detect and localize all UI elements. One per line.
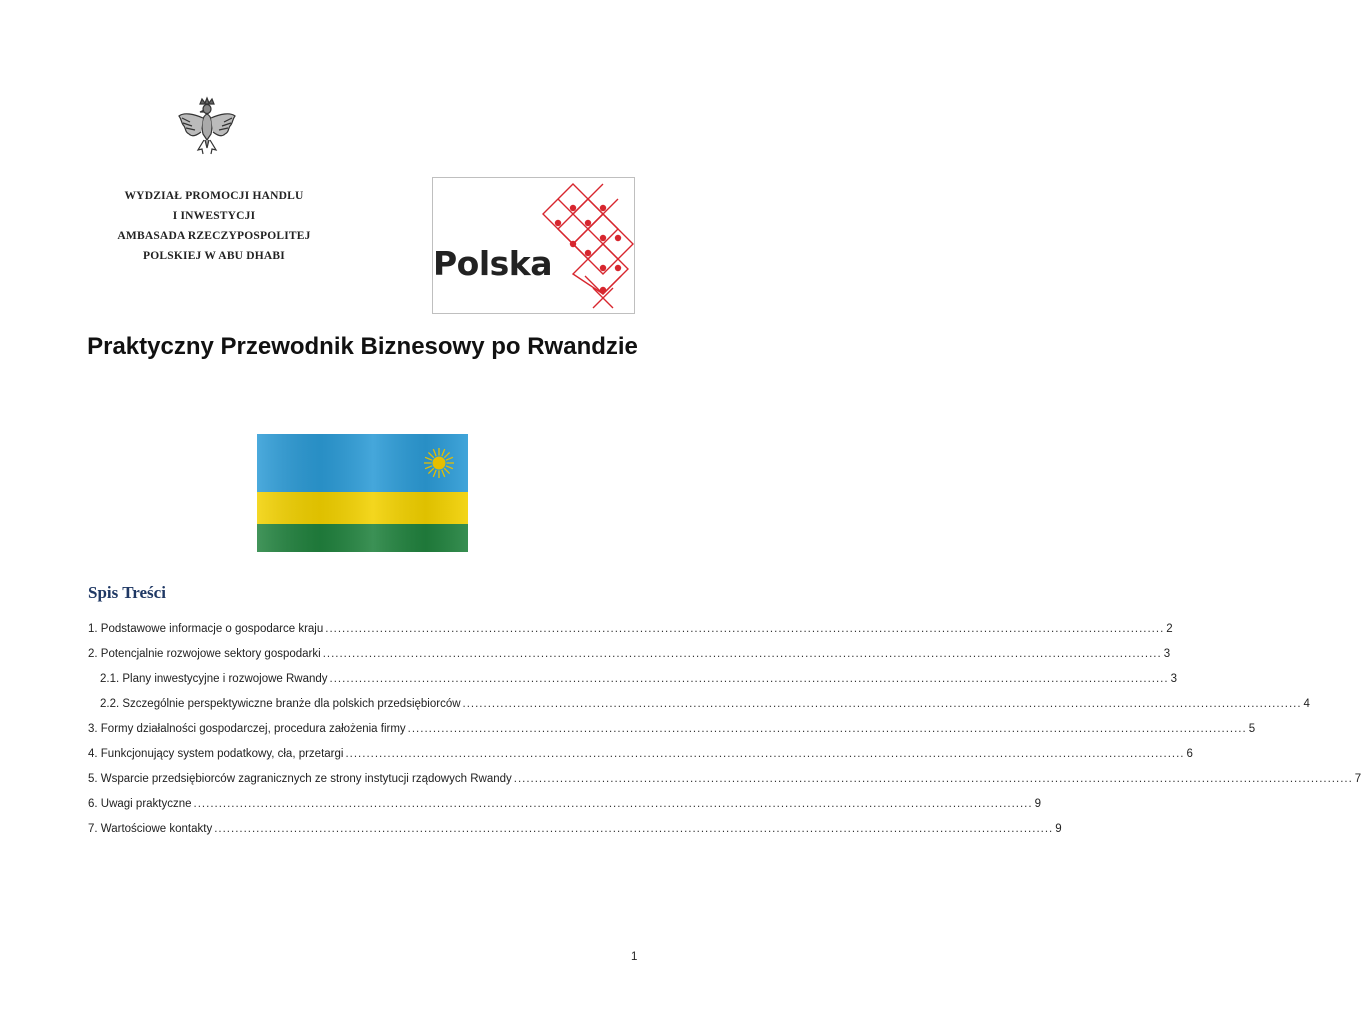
toc-leader: ........................................................................................................................................................................................................	[325, 623, 1165, 635]
toc-entry[interactable]	[88, 621, 1173, 637]
ministry-line: POLSKIEJ W ABU DHABI	[143, 250, 285, 262]
toc-leader: ........................................................................................................................................................................................................	[462, 698, 1302, 710]
toc-entry-page: 2	[1166, 623, 1173, 635]
ministry-name	[94, 186, 334, 266]
polish-eagle-icon	[176, 96, 238, 158]
toc-entry-text: 2.1. Plany inwestycyjne i rozwojowe Rwandy	[100, 673, 328, 685]
toc-entry[interactable]	[88, 796, 1041, 812]
toc-leader: ........................................................................................................................................................................................................	[193, 798, 1033, 810]
toc-heading: Spis Treści	[88, 583, 166, 602]
toc-entry-text: 2. Potencjalnie rozwojowe sektory gospodarki	[88, 648, 321, 660]
toc-entry-text: 3. Formy działalności gospodarczej, procedura założenia firmy	[88, 723, 406, 735]
logo-wordmark: Polska	[433, 244, 553, 283]
toc-leader: ........................................................................................................................................................................................................	[407, 723, 1247, 735]
toc-entry-page: 6	[1186, 748, 1193, 760]
toc-leader: ........................................................................................................................................................................................................	[329, 673, 1169, 685]
toc-entry-text: 2.2. Szczególnie perspektywiczne branże dla polskich przedsiębiorców	[100, 698, 461, 710]
toc-entry-text: 4. Funkcjonujący system podatkowy, cła, przetargi	[88, 748, 344, 760]
rwanda-flag-icon	[257, 434, 468, 552]
toc-entry[interactable]	[88, 721, 1256, 737]
toc-entry-page: 4	[1303, 698, 1310, 710]
toc-entry[interactable]	[88, 821, 1062, 837]
toc-entry-page: 3	[1170, 673, 1177, 685]
toc-entry[interactable]	[88, 771, 1361, 787]
toc-entry-text: 5. Wsparcie przedsiębiorców zagranicznych ze strony instytucji rządowych Rwandy	[88, 773, 512, 785]
toc-entry-page: 9	[1055, 823, 1062, 835]
toc-entry[interactable]	[88, 746, 1193, 762]
toc-leader: ........................................................................................................................................................................................................	[513, 773, 1353, 785]
ministry-line: WYDZIAŁ PROMOCJI HANDLU	[124, 190, 304, 202]
page-number: 1	[631, 951, 638, 963]
toc-leader: ........................................................................................................................................................................................................	[345, 748, 1185, 760]
document-title: Praktyczny Przewodnik Biznesowy po Rwandzie	[87, 333, 638, 360]
toc-entry-page: 5	[1248, 723, 1256, 735]
ministry-line: I INWESTYCJI	[172, 210, 256, 222]
toc-entry[interactable]	[88, 646, 1171, 662]
polska-logo	[432, 177, 635, 314]
toc-entry[interactable]	[100, 696, 1310, 712]
toc-entry-page: 7	[1354, 773, 1361, 785]
toc-entry-page: 3	[1163, 648, 1171, 660]
toc-entry[interactable]	[100, 671, 1177, 687]
ministry-line: AMBASADA RZECZYPOSPOLITEJ	[117, 230, 311, 242]
toc-leader: ........................................................................................................................................................................................................	[214, 823, 1054, 835]
toc-entry-text: 6. Uwagi praktyczne	[88, 798, 192, 810]
toc-entry-page: 9	[1034, 798, 1041, 810]
toc-entry-text: 7. Wartościowe kontakty	[88, 823, 213, 835]
toc-entry-text: 1. Podstawowe informacje o gospodarce kraju	[88, 623, 324, 635]
toc-leader: ........................................................................................................................................................................................................	[322, 648, 1162, 660]
